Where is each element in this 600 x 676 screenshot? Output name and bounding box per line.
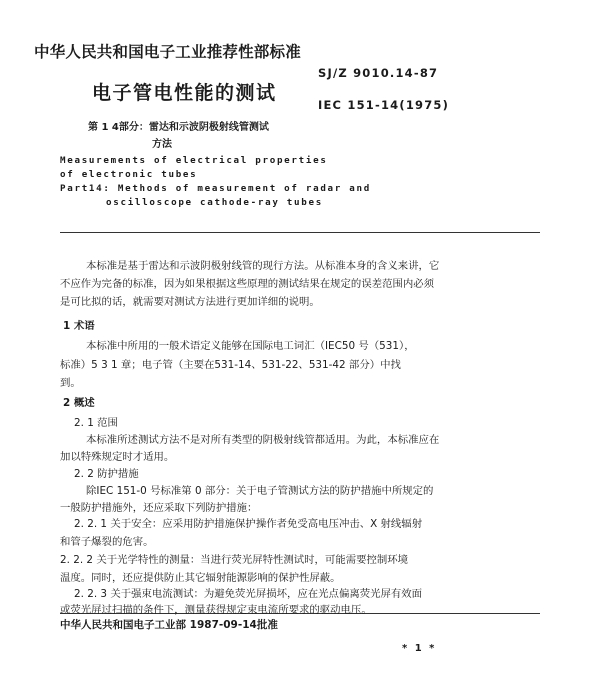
- section221-line1: 2. 2. 1 关于安全：应采用防护措施保护操作者免受高电压冲击、X 射线辐射: [74, 518, 423, 530]
- section1-line1: 本标准中所用的一般术语定义能够在国际电工词汇（IEC50 号（531），: [86, 340, 415, 352]
- english-title-line2: of electronic tubes: [60, 169, 198, 180]
- section1-line3: 到。: [60, 377, 81, 389]
- intro-line2: 不应作为完备的标准，因为如果根据这些原理的测试结果在规定的误差范围内必须: [60, 278, 435, 290]
- intro-line1: 本标准是基于雷达和示波阴极射线管的现行方法。从标准本身的含义来讲，它: [86, 260, 440, 272]
- section1-heading: 1 术语: [63, 320, 95, 332]
- section222-line1: 2. 2. 2 关于光学特性的测量：当进行荧光屏特性测试时，可能需要控制环境: [60, 554, 409, 566]
- section21-heading: 2. 1 范围: [74, 417, 118, 429]
- section22-line1: 除IEC 151-0 号标准第 0 部分：关于电子管测试方法的防护措施中所规定的: [86, 485, 434, 497]
- section223-line1-visible: 2. 2. 3 关于强束电流测试：为避免荧光屏损坏，应在光点偏离荧光屏有效面: [74, 588, 423, 600]
- section21-line1: 本标准所述测试方法不是对所有类型的阴极射线管都适用。为此，本标准应在: [86, 434, 440, 446]
- english-title-line3: Part14: Methods of measurement of radar and: [60, 183, 371, 194]
- ministry-title: 中华人民共和国电子工业推荐性部标准: [34, 43, 301, 61]
- approval-line: 中华人民共和国电子工业部 1987-09-14批准: [60, 619, 278, 631]
- section22-line2: 一般防护措施外，还应采取下列防护措施：: [60, 502, 258, 514]
- english-title-line4: oscilloscope cathode-ray tubes: [106, 197, 323, 208]
- section21-line2: 加以特殊规定时才适用。: [60, 451, 175, 463]
- section1-line2: 标准）5 3 1 章；电子管（主要在531-14、531-22、531-42 部分）中找: [60, 359, 401, 371]
- document-title: 电子管电性能的测试: [92, 82, 277, 104]
- subtitle-line1: 第 1 4部分：雷达和示波阴极射线管测试: [88, 122, 269, 133]
- subtitle-line2: 方法: [152, 139, 172, 150]
- intro-line3: 是可比拟的话，就需要对测试方法进行更加详细的说明。: [60, 296, 320, 308]
- section222-line2: 温度。同时，还应提供防止其它辐射能源影响的保护性屏蔽。: [60, 572, 341, 584]
- section2-heading: 2 概述: [63, 397, 95, 409]
- page-number: * 1 *: [402, 643, 437, 654]
- header-divider: [60, 232, 540, 233]
- english-title-line1: Measurements of electrical properties: [60, 155, 328, 166]
- section22-heading: 2. 2 防护措施: [74, 468, 139, 480]
- iec-code: IEC 151-14(1975): [318, 98, 450, 112]
- standard-code: SJ/Z 9010.14-87: [318, 66, 439, 80]
- section223-line2-text: 或荧光屏过扫描的条件下，测量获得规定束电流所要求的驱动电压。: [60, 604, 372, 616]
- section221-line2: 和管子爆裂的危害。: [60, 536, 154, 548]
